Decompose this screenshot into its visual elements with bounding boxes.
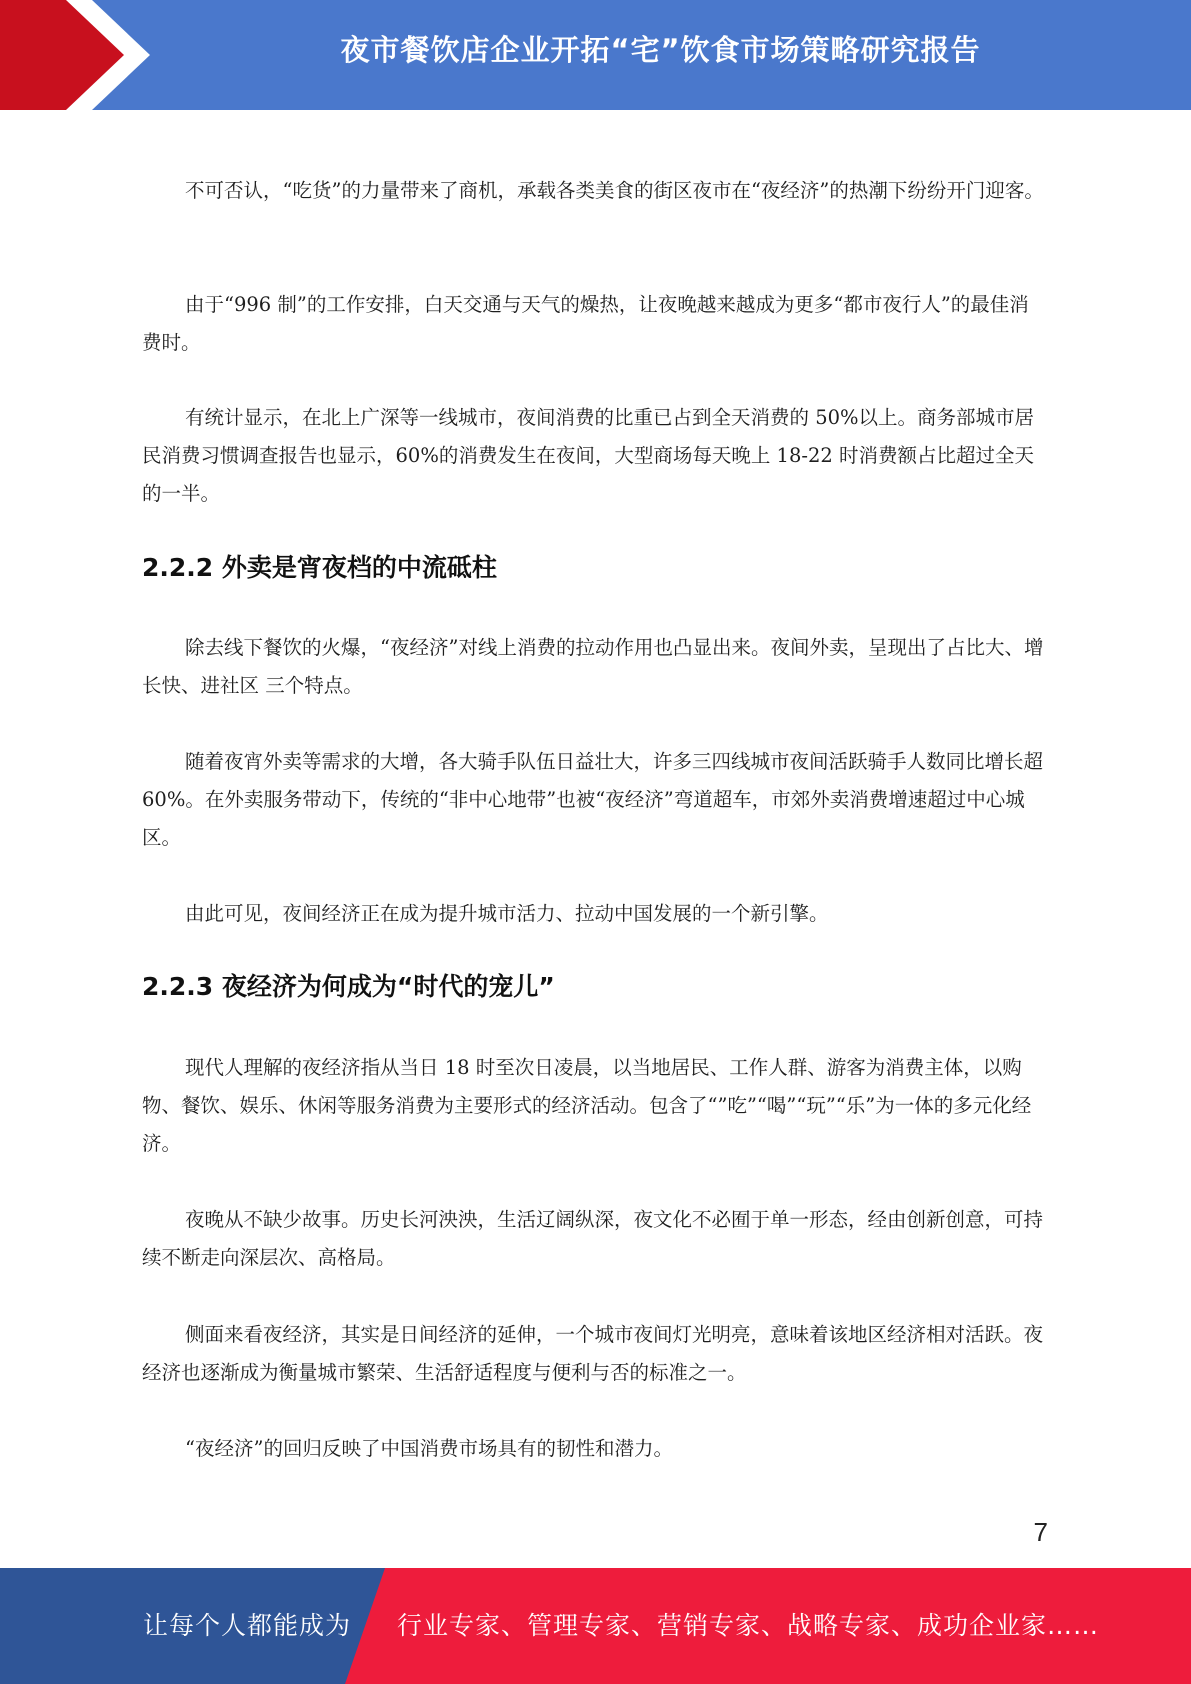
paragraph: 由此可见，夜间经济正在成为提升城市活力、拉动中国发展的一个新引擎。: [185, 902, 829, 925]
paragraph: 夜晚从不缺少故事。历史长河泱泱，生活辽阔纵深，夜文化不必囿于单一形态，经由创新创意，可持续不断走向深层次、高格局。: [142, 1208, 1044, 1269]
report-title: 夜市餐饮店企业开拓“宅”饮食市场策略研究报告: [340, 33, 981, 67]
paragraph: 侧面来看夜经济，其实是日间经济的延伸，一个城市夜间灯光明亮，意味着该地区经济相对活跃。夜经济也逐渐成为衡量城市繁荣、生活舒适程度与便利与否的标准之一。: [142, 1323, 1044, 1384]
page-header: [0, 0, 1191, 110]
footer-slogan-left: 让每个人都能成为: [143, 1611, 352, 1640]
footer-slogan-right: 行业专家、管理专家、营销专家、战略专家、成功企业家……: [397, 1611, 1100, 1640]
paragraph: 除去线下餐饮的火爆，“夜经济”对线上消费的拉动作用也凸显出来。夜间外卖，呈现出了占比大、增长快、进社区 三个特点。: [142, 636, 1044, 697]
section-heading: 2.2.2 外卖是宵夜档的中流砥柱: [142, 553, 497, 582]
paragraph: “夜经济”的回归反映了中国消费市场具有的韧性和潜力。: [185, 1437, 673, 1460]
header-arrow-icon: [0, 0, 160, 110]
page-footer: [0, 1568, 1191, 1684]
paragraph: 有统计显示，在北上广深等一线城市，夜间消费的比重已占到全天消费的 50%以上。商务部城市居民消费习惯调查报告也显示，60%的消费发生在夜间，大型商场每天晚上 18-22 时消费额占比超过全天的一半。: [142, 406, 1035, 505]
paragraph: 不可否认，“吃货”的力量带来了商机，承载各类美食的街区夜市在“夜经济”的热潮下纷纷开门迎客。: [185, 179, 1044, 202]
section-heading: 2.2.3 夜经济为何成为“时代的宠儿”: [142, 972, 555, 1001]
page-number: 7: [1033, 1517, 1048, 1547]
paragraph: 由于“996 制”的工作安排，白天交通与天气的燥热，让夜晚越来越成为更多“都市夜行人”的最佳消费时。: [142, 293, 1029, 354]
paragraph: 随着夜宵外卖等需求的大增，各大骑手队伍日益壮大，许多三四线城市夜间活跃骑手人数同比增长超 60%。在外卖服务带动下，传统的“非中心地带”也被“夜经济”弯道超车，市郊外卖消费增速超过中心城区。: [142, 750, 1044, 849]
paragraph: 现代人理解的夜经济指从当日 18 时至次日凌晨，以当地居民、工作人群、游客为消费主体，以购物、餐饮、娱乐、休闲等服务消费为主要形式的经济活动。包含了“”吃”“喝”“玩”“乐”为一体的多元化经济。: [142, 1056, 1032, 1155]
